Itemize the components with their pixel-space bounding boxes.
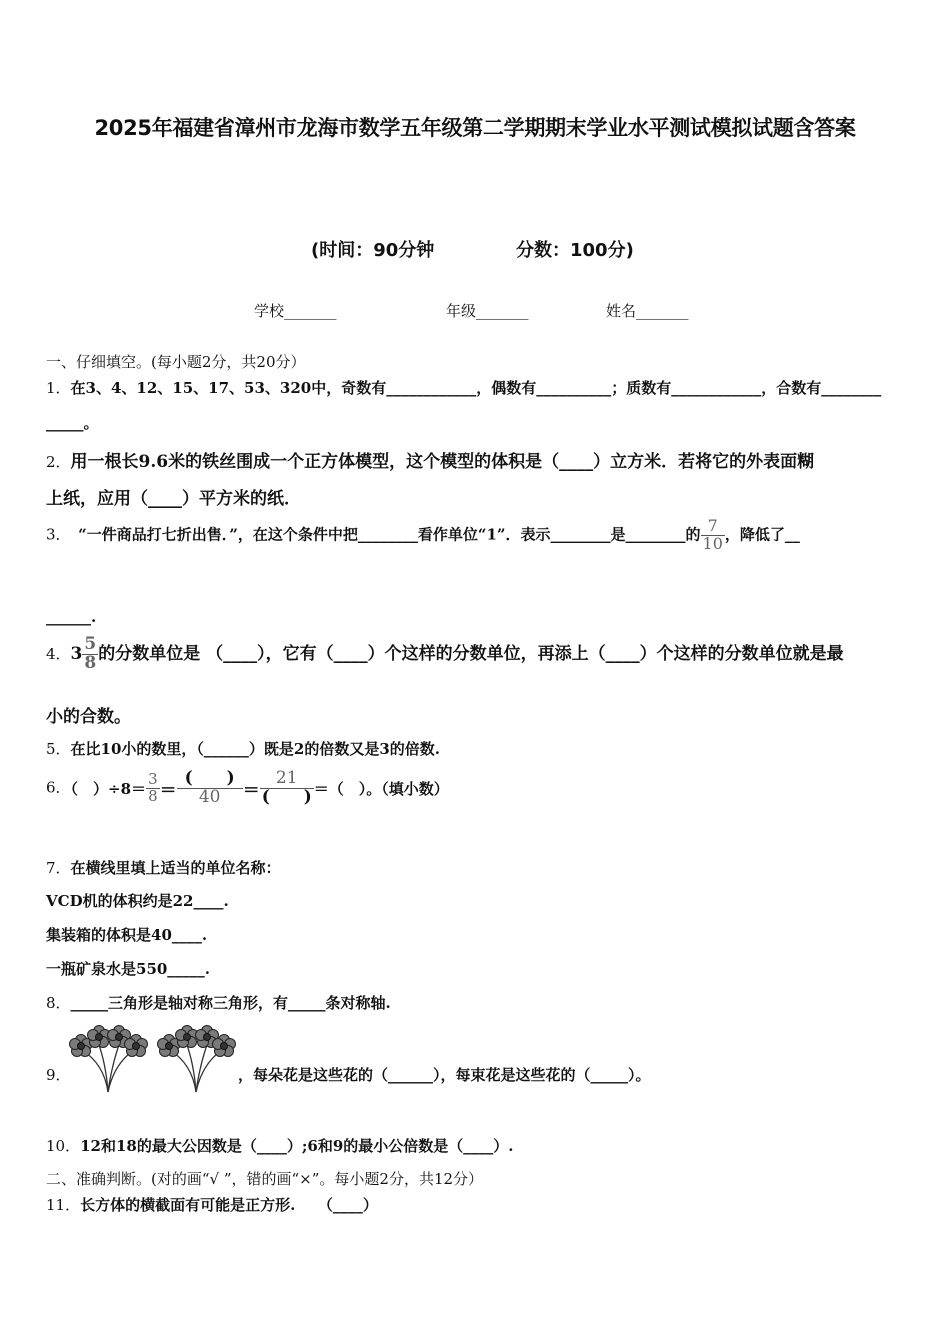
- equals-sign: ＝: [242, 780, 260, 801]
- question-text: 用一根长9.6米的铁丝围成一个正方体模型，这个模型的体积是（____）立方米．若将它的外表面糊: [70, 452, 815, 472]
- question-5: [46, 738, 440, 759]
- fraction-numerator: 3: [148, 770, 158, 789]
- question-8: [46, 992, 391, 1013]
- question-number: 10．: [46, 1137, 81, 1155]
- question-7: [46, 857, 281, 878]
- question-text: 12和18的最大公因数是（____）;6和9的最小公倍数是（____）.: [80, 1137, 514, 1155]
- fraction-denominator: 10: [702, 533, 723, 553]
- question-2-line2: 上纸，应用（____）平方米的纸．: [46, 489, 301, 509]
- question-text: 在3、4、12、15、17、53、320中，奇数有____________，偶数有__________；质数有____________，合数有________: [70, 379, 882, 397]
- question-text: _____三角形是轴对称三角形，有_____条对称轴.: [70, 994, 391, 1012]
- question-number: 5．: [46, 740, 71, 758]
- fraction-three-eighths: [146, 772, 160, 805]
- equation-part-2: ＝（ ）。（填小数）: [313, 779, 449, 798]
- grade-field: 年级_______: [446, 302, 529, 320]
- question-2: [46, 447, 814, 472]
- fraction-denominator: ( ): [261, 786, 312, 807]
- question-1-line2: _____。: [46, 414, 99, 432]
- section-2-heading: 二、准确判断。(对的画“√ ”，错的画“×”。每小题2分，共12分）: [46, 1170, 484, 1188]
- question-4-line2: 小的合数。: [46, 707, 131, 727]
- question-4: [46, 636, 844, 673]
- fraction-seven-tenths: [701, 518, 725, 553]
- question-number: 2．: [46, 453, 71, 471]
- question-number: 3．: [46, 525, 64, 544]
- fraction-numerator: 5: [84, 634, 97, 654]
- question-11: [46, 1194, 378, 1215]
- fraction-numerator: 21: [260, 770, 314, 789]
- q7-item-water: 一瓶矿泉水是550_____.: [46, 960, 211, 978]
- equation-part-1: （ ）÷8＝: [70, 779, 147, 798]
- mixed-number-whole: 3: [70, 643, 83, 664]
- q7-item-vcd: VCD机的体积约是22____.: [46, 892, 229, 910]
- mixed-number-fraction: [82, 636, 98, 673]
- flower-bouquets-icon: [68, 1024, 238, 1096]
- equals-sign: ＝: [159, 780, 177, 801]
- question-3: [46, 518, 800, 553]
- question-number: 11．: [46, 1196, 81, 1214]
- fraction-numerator: ( ): [177, 770, 243, 789]
- section-1-heading: 一、仔细填空。(每小题2分，共20分）: [46, 353, 306, 371]
- exam-time: (时间：90分钟: [311, 240, 435, 261]
- fraction-numerator: 7: [701, 518, 725, 536]
- question-number: 4．: [46, 644, 71, 663]
- question-9-text: ，每朵花是这些花的（______），每束花是这些花的（_____）。: [238, 1066, 651, 1084]
- name-field: 姓名_______: [606, 302, 689, 320]
- question-text: 的分数单位是 （____），它有（____）个这样的分数单位，再添上（____）个这样的分数单位就是最: [98, 643, 844, 664]
- fraction-21-over-blank: [260, 770, 314, 807]
- question-text: 在比10小的数里，（______）既是2的倍数又是3的倍数.: [70, 740, 441, 758]
- question-number: 6．: [46, 778, 71, 797]
- fraction-blank-over-40: [177, 770, 243, 807]
- page-title: 2025年福建省漳州市龙海市数学五年级第二学期期末学业水平测试模拟试题含答案: [94, 116, 856, 140]
- question-1: [46, 377, 881, 398]
- question-text: 在横线里填上适当的单位名称：: [70, 859, 281, 877]
- question-number: 9．: [46, 1066, 71, 1084]
- fraction-denominator: 8: [84, 652, 97, 673]
- school-field: 学校_______: [254, 302, 337, 320]
- question-6: [46, 770, 449, 807]
- question-3-line2: ______.: [46, 608, 97, 626]
- fraction-denominator: 40: [198, 786, 221, 807]
- q7-item-container: 集装箱的体积是40____.: [46, 926, 208, 944]
- question-number: 8．: [46, 994, 71, 1012]
- question-9: [46, 1064, 71, 1085]
- question-10: [46, 1135, 513, 1156]
- exam-score: 分数：100分): [516, 240, 634, 261]
- question-text: 长方体的横截面有可能是正方形. （____）: [80, 1196, 378, 1214]
- question-number: 7．: [46, 859, 71, 877]
- fraction-denominator: 8: [148, 786, 158, 805]
- question-text-tail: ，降低了__: [724, 525, 800, 544]
- question-number: 1．: [46, 379, 71, 397]
- question-text: “一件商品打七折出售．”，在这个条件中把________看作单位“1”．表示________是________的: [78, 525, 701, 544]
